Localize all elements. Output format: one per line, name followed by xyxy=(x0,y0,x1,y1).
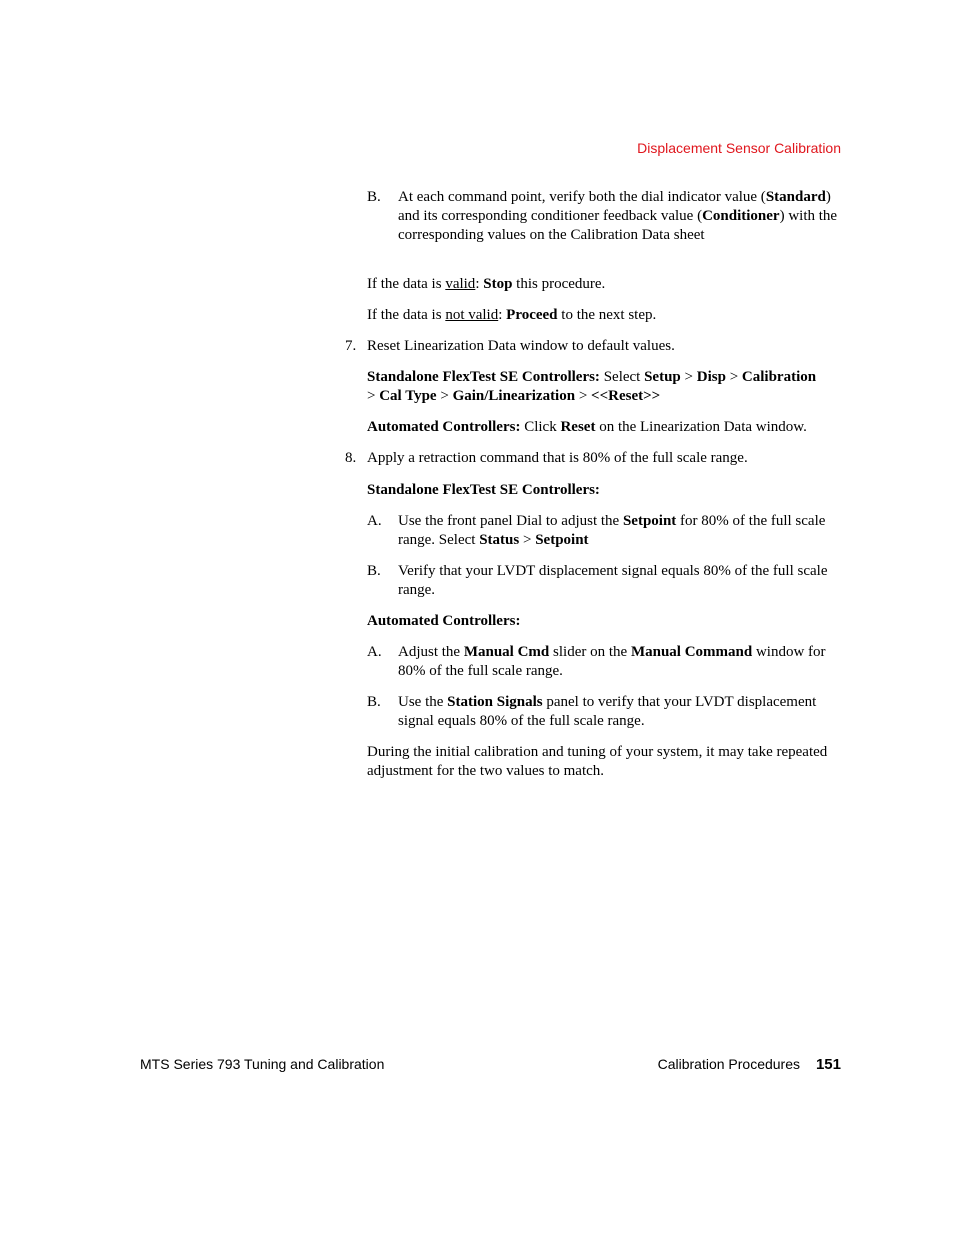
automated-heading: Automated Controllers: xyxy=(367,613,521,629)
step-8 xyxy=(345,449,842,468)
calibration-note: During the initial calibration and tuning of your system, it may take repeated adjustment for the two values to match. xyxy=(367,744,828,779)
substep-text: Verify that your LVDT displacement signal equals 80% of the full scale range. xyxy=(398,563,828,598)
substep-letter: A. xyxy=(367,644,382,660)
substep-letter: B. xyxy=(367,189,381,205)
step-7-standalone: Standalone FlexTest SE Controllers: Select Setup > Disp > Calibration > Cal Type > Gain/Linearization > <<Reset>> xyxy=(367,369,817,404)
step-text: Reset Linearization Data window to default values. xyxy=(367,338,675,354)
step-7-automated: Automated Controllers: Click Reset on the Linearization Data window. xyxy=(367,419,807,435)
substep-letter: B. xyxy=(367,694,381,710)
footer-chapter: Calibration Procedures xyxy=(657,1056,800,1072)
standalone-heading: Standalone FlexTest SE Controllers: xyxy=(367,482,600,498)
substep-text: Use the front panel Dial to adjust the Setpoint for 80% of the full scale range. Select Status > Setpoint xyxy=(398,513,826,548)
valid-paragraph: If the data is valid: Stop this procedure. xyxy=(367,276,606,292)
step-number: 8. xyxy=(345,450,357,466)
running-header: Displacement Sensor Calibration xyxy=(637,140,841,156)
not-valid-paragraph: If the data is not valid: Proceed to the next step. xyxy=(367,307,657,323)
substep-letter: B. xyxy=(367,563,381,579)
page-number: 151 xyxy=(815,1056,841,1073)
footer-title: MTS Series 793 Tuning and Calibration xyxy=(140,1056,385,1072)
step-number: 7. xyxy=(345,338,357,354)
substep-text: Use the Station Signals panel to verify that your LVDT displacement signal equals 80% of the full scale range. xyxy=(398,694,817,729)
step-7 xyxy=(345,337,842,356)
substep-text: Adjust the Manual Cmd slider on the Manual Command window for 80% of the full scale range. xyxy=(398,644,826,679)
substep-letter: A. xyxy=(367,513,382,529)
substep-text: At each command point, verify both the dial indicator value (Standard) and its corresponding conditioner feedback value (Conditioner) with the corresponding values on the Calibration Data sheet xyxy=(398,189,838,243)
step-text: Apply a retraction command that is 80% of the full scale range. xyxy=(367,450,748,466)
